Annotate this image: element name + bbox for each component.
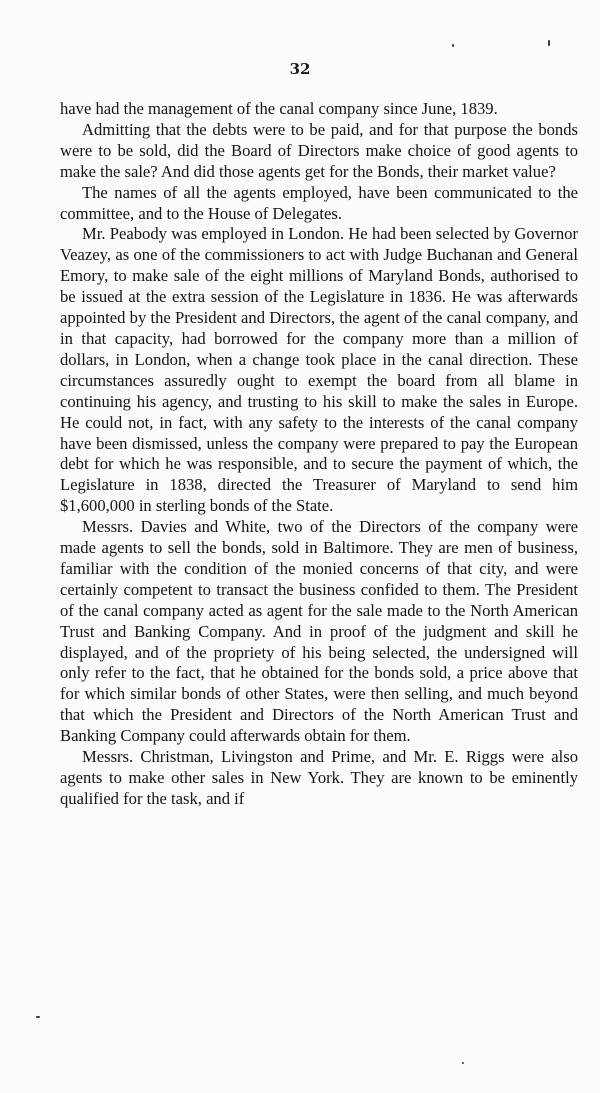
paragraph-4: Mr. Peabody was employed in London. He had been selected by Governor Veazey, as one of the commissioners to act with Judge Buchanan and General Emory, to make sale of the eight millions of Maryland Bonds, authorised to be issued at the extra session of the Legislature in 1836. He was afterwards appointed by the President and Directors, the agent of the canal company, and in that capacity, had borrowed for the company more than a million of dollars, in London, when a change took place in the canal direction. These circumstances assuredly ought to exempt the board from all blame in continuing his agency, and trusting to his skill to make the sales in Europe. He could not, in fact, with any safety to the interests of the canal company have been dismissed, unless the company were prepared to pay the European debt for which he was responsible, and to secure the payment of which, the Legislature in 1838, directed the Treasurer of Maryland to send him $1,600,000 in sterling bonds of the State. bbox=[60, 224, 578, 516]
page-number: 32 bbox=[289, 60, 311, 78]
scan-speck bbox=[452, 44, 454, 47]
scan-speck bbox=[462, 1062, 464, 1064]
paragraph-6: Messrs. Christman, Livingston and Prime, and Mr. E. Riggs were also agents to make other sales in New York. They are known to be eminently qualified for the task, and if bbox=[60, 747, 578, 808]
scan-speck bbox=[36, 1016, 40, 1018]
paragraph-2: Admitting that the debts were to be paid, and for that purpose the bonds were to be sold, did the Board of Directors make choice of good agents to make the sale? And did those agents get for the Bonds, their market value? bbox=[60, 119, 578, 181]
paragraph-1: have had the management of the canal company since June, 1839. bbox=[60, 99, 498, 118]
paragraph-3: The names of all the agents employed, have been communicated to the committee, and to the House of Delegates. bbox=[60, 182, 578, 223]
scan-speck bbox=[548, 40, 550, 46]
paragraph-5: Messrs. Davies and White, two of the Directors of the company were made agents to sell the bonds, sold in Baltimore. They are men of business, familiar with the condition of the monied concerns of that city, and were certainly competent to transact the business confided to them. The President of the canal company acted as agent for the sale made to the North American Trust and Banking Company. And in proof of the judgment and skill he displayed, and of the propriety of his being selected, the undersigned will only refer to the fact, that he obtained for the bonds sold, a price above that for which similar bonds of other States, were then selling, and much beyond that which the President and Directors of the North American Trust and Banking Company could afterwards obtain for them. bbox=[60, 517, 578, 746]
body-text bbox=[60, 99, 578, 810]
